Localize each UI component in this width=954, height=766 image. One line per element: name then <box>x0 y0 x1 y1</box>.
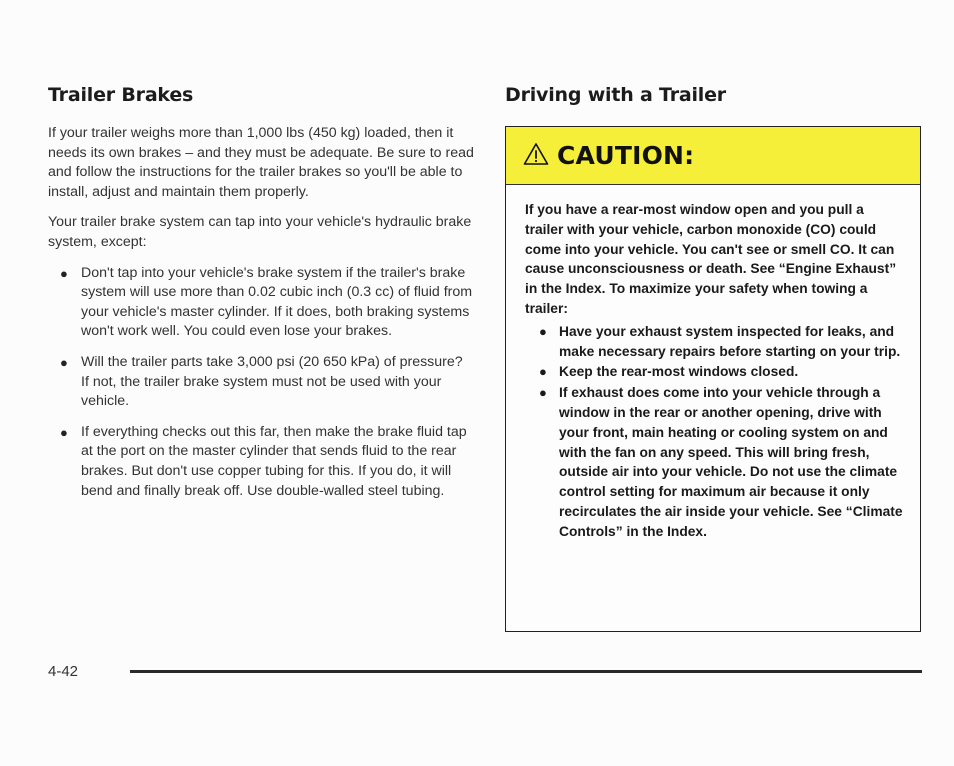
trailer-brakes-heading: Trailer Brakes <box>48 84 194 106</box>
driving-with-trailer-heading: Driving with a Trailer <box>505 84 726 106</box>
caution-box <box>505 126 921 632</box>
list-item-text: Will the trailer parts take 3,000 psi (20 650 kPa) of pressure? If not, the trailer brake system must not be used with your vehicle. <box>81 353 463 410</box>
right-column <box>505 84 921 124</box>
bullet-icon: ● <box>539 323 547 339</box>
trailer-brakes-intro-paragraph: If your trailer weighs more than 1,000 lbs (450 kg) loaded, then it needs its own brakes – and they must be adequate. Be sure to read and follow the instructions for the trailer brakes so you'll be able to install, adjust and maintain them properly. <box>48 125 474 200</box>
list-item <box>525 383 904 541</box>
caution-header <box>506 127 920 185</box>
list-item <box>525 322 904 362</box>
bullet-icon: ● <box>60 265 68 281</box>
trailer-brakes-bullet-list <box>48 264 474 502</box>
list-item <box>48 353 474 412</box>
bullet-icon: ● <box>60 424 68 440</box>
list-item-text: If everything checks out this far, then make the brake fluid tap at the port on the master cylinder that sends fluid to the rear brakes. But don't use copper tubing for this. If you do, it will bend and finally break off. Use double-walled steel tubing. <box>81 423 467 499</box>
footer-rule-divider <box>130 670 922 673</box>
caution-paragraph: If you have a rear-most window open and you pull a trailer with your vehicle, carbon monoxide (CO) could come into your vehicle. You can't see or smell CO. It can cause unconsciousness or death. See “Engine Exhaust” in the Index. To maximize your safety when towing a trailer: <box>525 202 897 316</box>
list-item <box>48 264 474 342</box>
caution-label: CAUTION: <box>557 141 695 170</box>
list-item-text: Have your exhaust system inspected for leaks, and make necessary repairs before starting on your trip. <box>559 323 901 359</box>
list-item-text: If exhaust does come into your vehicle through a window in the rear or another opening, drive with your front, main heating or cooling system on and with the fan on any speed. This will bring fresh, outside air into your vehicle. Do not use the climate control setting for maximum air because it only recirculates the air inside your vehicle. See “Climate Controls” in the Index. <box>559 385 903 539</box>
list-item-text: Don't tap into your vehicle's brake system if the trailer's brake system will use more than 0.02 cubic inch (0.3 cc) of fluid from your vehicle's master cylinder. If it does, both braking systems won't work well. You could even lose your brakes. <box>81 264 473 340</box>
list-item-text: Keep the rear-most windows closed. <box>559 364 799 380</box>
bullet-icon: ● <box>539 385 547 401</box>
caution-body <box>506 185 920 542</box>
bullet-icon: ● <box>539 364 547 380</box>
list-item <box>48 423 474 501</box>
caution-bullet-list <box>525 322 904 542</box>
warning-triangle-icon <box>523 142 549 166</box>
list-item <box>525 362 904 382</box>
left-column <box>48 84 474 512</box>
page-number: 4-42 <box>48 663 79 680</box>
bullet-icon: ● <box>60 354 68 370</box>
brake-system-tap-paragraph: Your trailer brake system can tap into your vehicle's hydraulic brake system, except: <box>48 214 472 250</box>
